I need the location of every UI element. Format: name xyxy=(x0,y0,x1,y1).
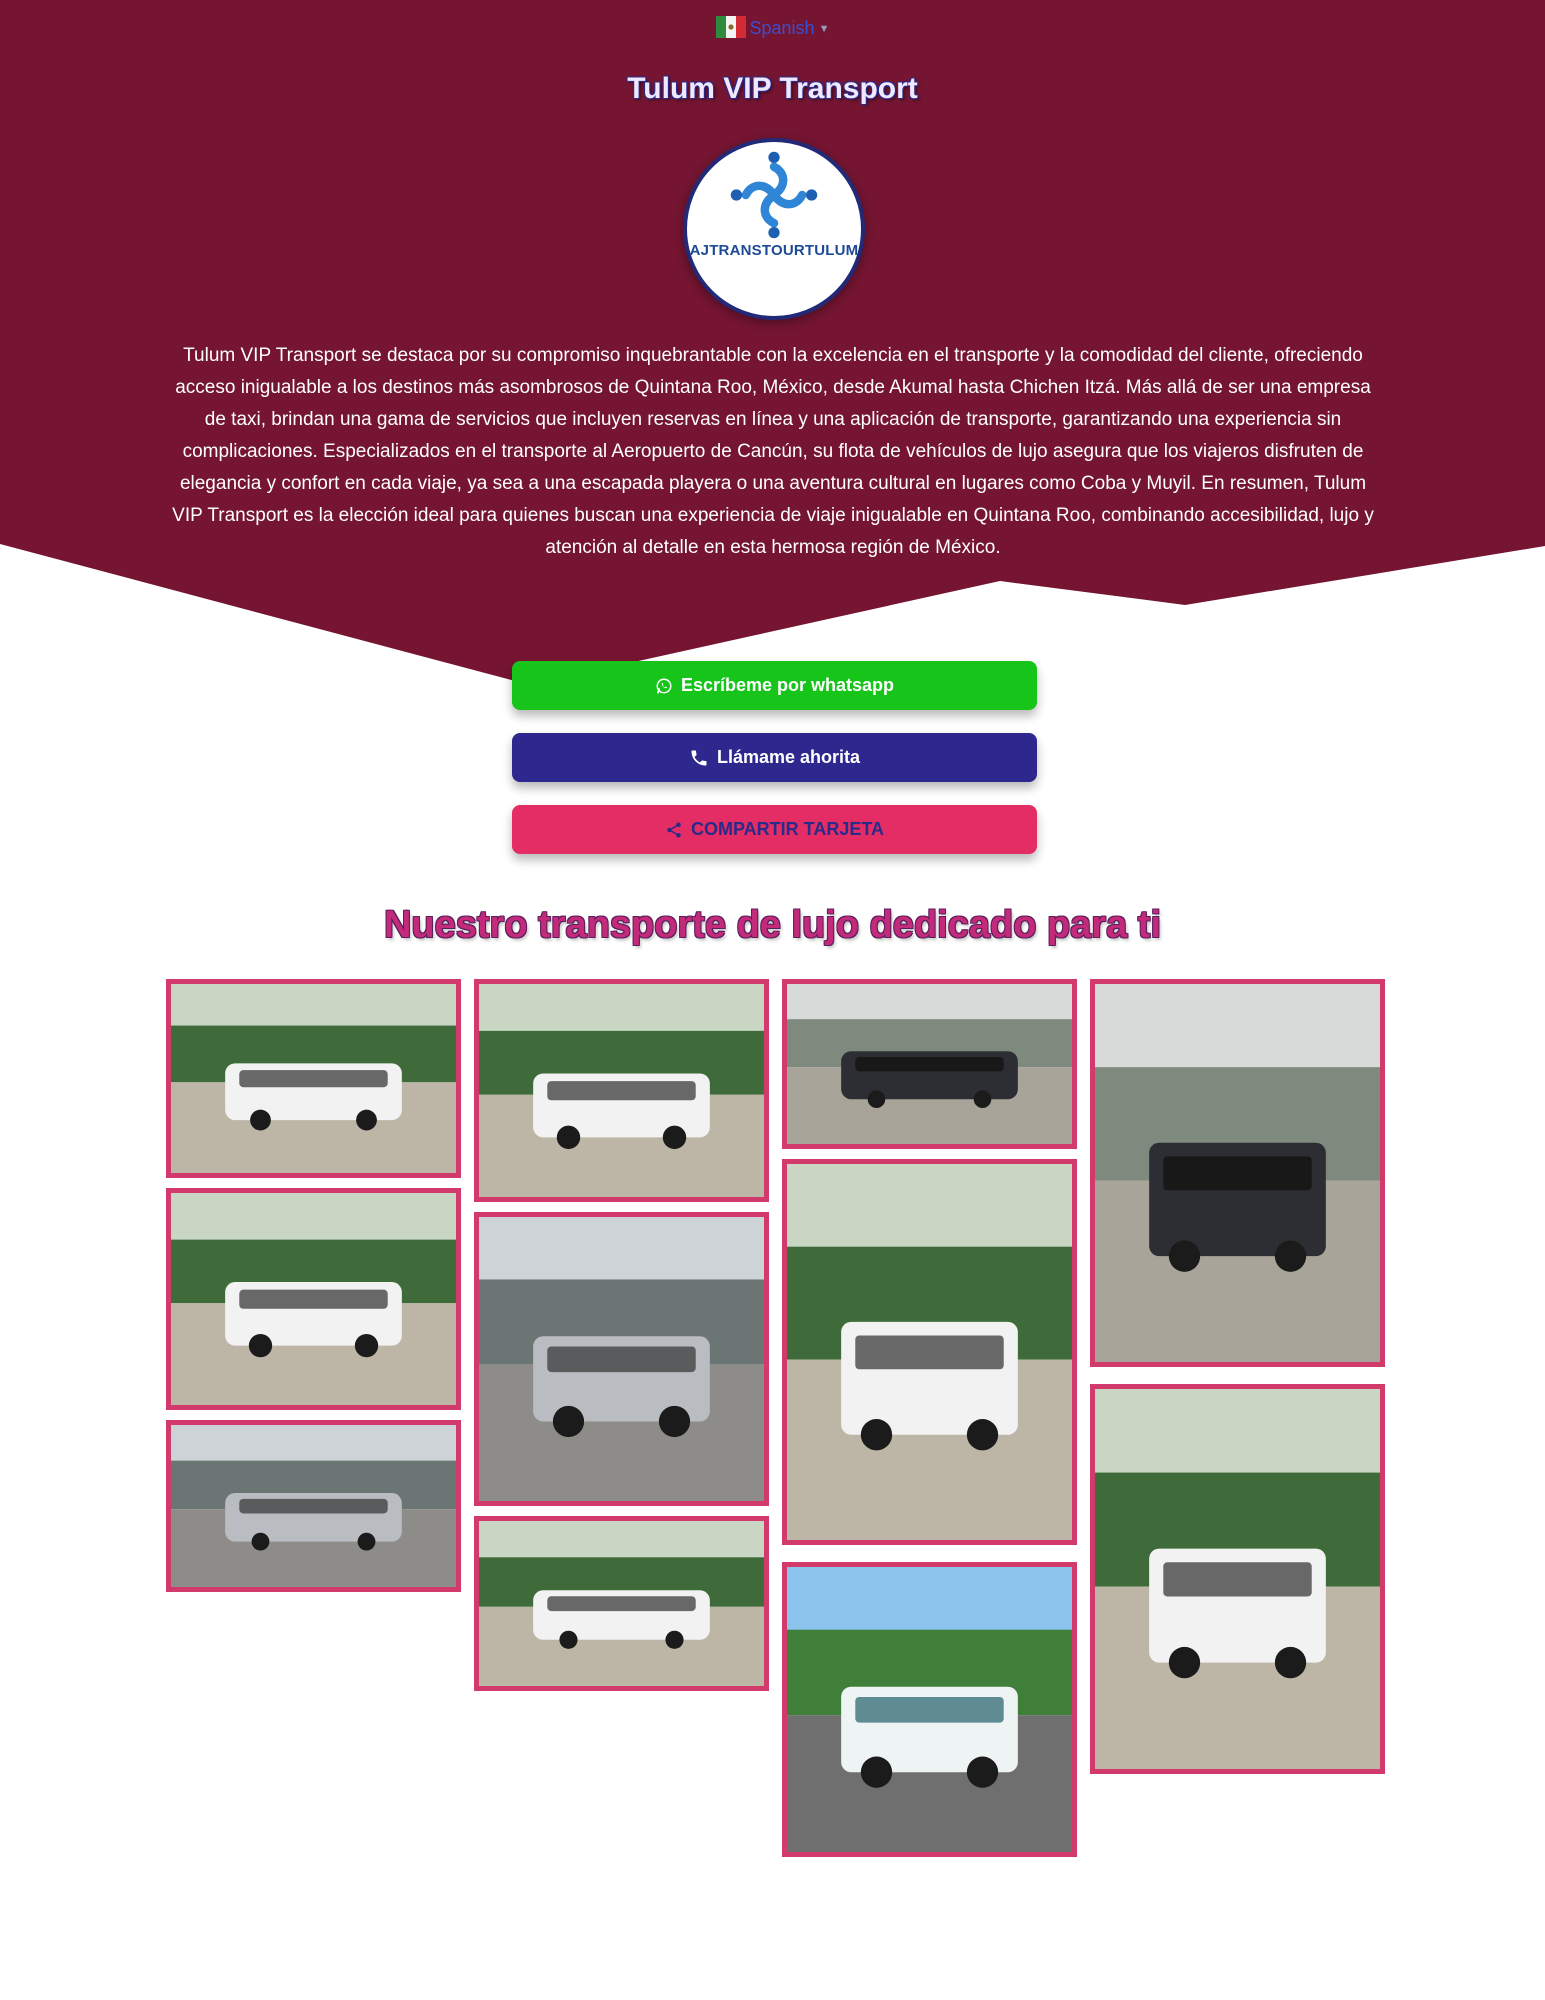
whatsapp-icon xyxy=(655,677,673,695)
van-group-forest-photo xyxy=(479,984,764,1197)
whatsapp-button-label: Escríbeme por whatsapp xyxy=(680,675,895,695)
call-button[interactable] xyxy=(512,733,1037,782)
ajtranstour-logo-icon xyxy=(727,148,821,242)
company-logo xyxy=(683,138,865,320)
gallery-photo-4[interactable] xyxy=(1090,979,1385,1367)
caret-down-icon: ▼ xyxy=(818,23,830,35)
logo-text: AJTRANSTOURTULUM xyxy=(689,242,859,259)
gallery-photo-11[interactable] xyxy=(1090,1384,1385,1774)
gallery-photo-3[interactable] xyxy=(782,979,1077,1149)
gallery-photo-10[interactable] xyxy=(782,1562,1077,1857)
gallery-photo-7[interactable] xyxy=(782,1159,1077,1545)
gallery-photo-5[interactable] xyxy=(166,1188,461,1410)
gallery-photo-2[interactable] xyxy=(474,979,769,1202)
white-van-passengers-photo xyxy=(171,1193,456,1405)
mexico-flag-icon xyxy=(716,16,746,38)
gallery-title: Nuestro transporte de lujo dedicado para ti xyxy=(383,904,1161,946)
phone-icon xyxy=(689,748,709,768)
language-label: Spanish xyxy=(749,18,815,38)
share-card-button[interactable] xyxy=(512,805,1037,854)
gallery-photo-6[interactable] xyxy=(474,1212,769,1506)
silver-minivan-lot-photo xyxy=(171,1425,456,1587)
white-van-entrance-photo xyxy=(479,1521,764,1686)
language-selector[interactable] xyxy=(0,16,1545,39)
page-title: Tulum VIP Transport xyxy=(627,72,918,105)
call-button-label: Llámame ahorita xyxy=(716,747,861,767)
vans-at-stone-arch-photo xyxy=(171,984,456,1173)
share-card-button-label: COMPARTIR TARJETA xyxy=(691,819,884,839)
white-van-gomart-photo xyxy=(1095,1389,1380,1769)
white-van-palms-photo xyxy=(787,1164,1072,1540)
share-icon xyxy=(665,821,683,839)
dark-minivan-hotel-photo xyxy=(787,984,1072,1144)
three-cars-villa-photo xyxy=(479,1217,764,1501)
gallery-photo-1[interactable] xyxy=(166,979,461,1178)
black-suv-driveway-photo xyxy=(1095,984,1380,1362)
gallery-photo-8[interactable] xyxy=(166,1420,461,1592)
intro-paragraph: Tulum VIP Transport se destaca por su compromiso inquebrantable con la excelencia en el transporte y la comodidad del cliente, ofreciendo acceso inigualable a los destinos más asombrosos de Quintana Roo, México, desde Akumal hasta Chichen Itzá. Más allá de ser una empresa de taxi, brindan una gama de servicios que incluyen reservas en línea y una aplicación de transporte, garantizando una experiencia sin complicaciones. Especializados en el transporte al Aeropuerto de Cancún, su flota de vehículos de lujo asegura que los viajeros disfruten de elegancia y confort en cada viaje, ya sea a una escapada playera o una aventura cultural en lugares como Coba y Muyil. En resumen, Tulum VIP Transport es la elección ideal para quienes buscan una experiencia de viaje inigualable en Quintana Roo, combinando accesibilidad, lujo y atención al detalle en esta hermosa región de México. xyxy=(172,345,1374,558)
gallery-photo-9[interactable] xyxy=(474,1516,769,1691)
whatsapp-button[interactable] xyxy=(512,661,1037,710)
white-van-highway-photo xyxy=(787,1567,1072,1852)
